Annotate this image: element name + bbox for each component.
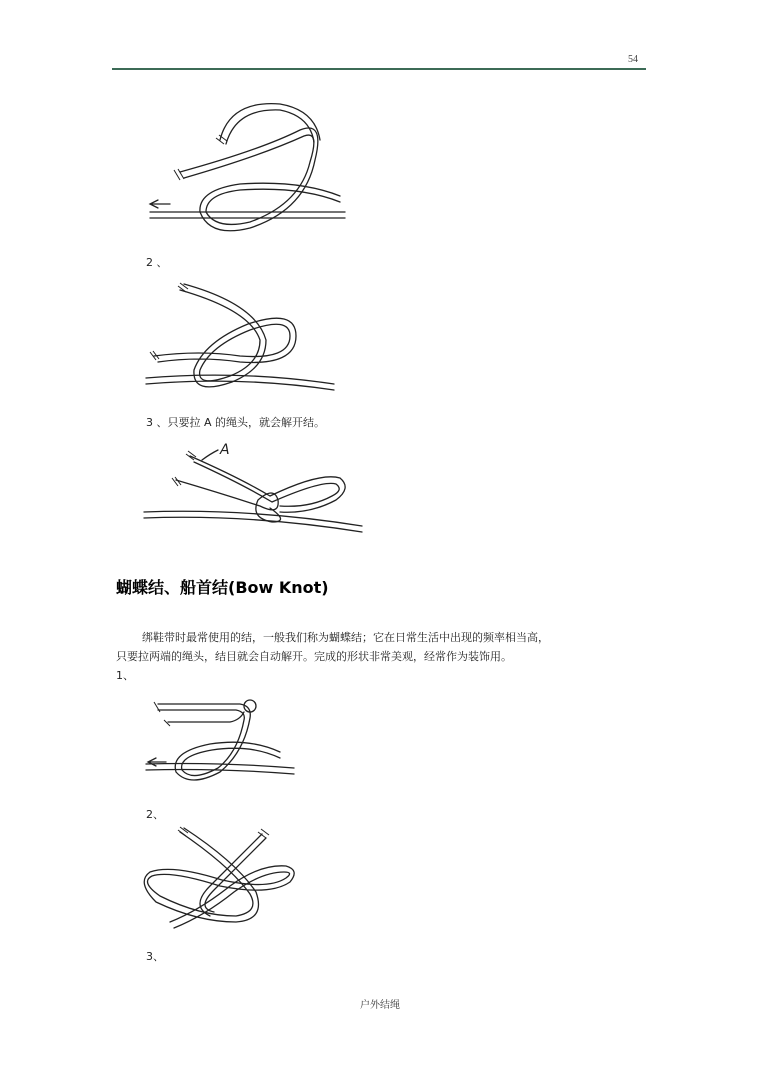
bow-knot-illustration-1: [140, 692, 300, 792]
figure-2-caption: 3 、只要拉 A 的绳头，就会解开结。: [146, 416, 326, 429]
knot-illustration-3: [140, 438, 365, 538]
label-a: A: [220, 442, 230, 458]
figure-1-caption: 2 、: [146, 256, 168, 269]
section-title: 蝴蝶结、船首结(Bow Knot): [116, 578, 329, 597]
step-1-label: 1、: [116, 669, 134, 682]
knot-illustration-1: [140, 100, 355, 240]
header-rule: [112, 68, 646, 70]
page-footer: 户外结绳: [360, 1000, 400, 1011]
page-number: 54: [628, 54, 638, 65]
knot-illustration-2: [140, 280, 340, 400]
bow-step-3-label: 3、: [146, 950, 164, 963]
bow-step-2-label: 2、: [146, 808, 164, 821]
paragraph-line-2: 只要拉两端的绳头，结目就会自动解开。完成的形状非常美观，经常作为装饰用。: [116, 650, 512, 663]
section-paragraph: [116, 628, 646, 685]
bow-knot-illustration-2: [140, 826, 305, 936]
paragraph-line-1: 绑鞋带时最常使用的结，一般我们称为蝴蝶结；它在日常生活中出现的频率相当高，: [142, 631, 549, 644]
